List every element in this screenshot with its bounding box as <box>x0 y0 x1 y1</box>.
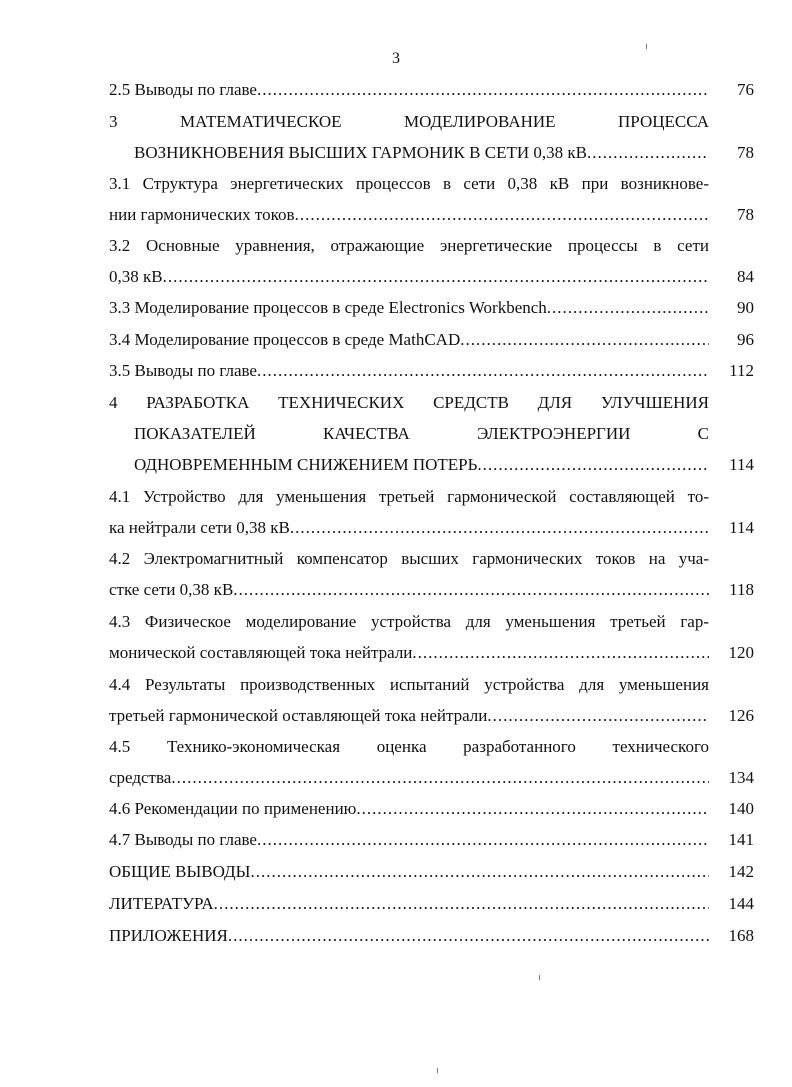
toc-entry-3-3 <box>109 298 709 318</box>
toc-entry-title: третьей гармонической оставляющей тока нейтрали <box>109 706 488 725</box>
toc-page-number: 142 <box>728 862 754 881</box>
toc-entry-title: ЛИТЕРАТУРА <box>109 894 214 913</box>
page-number: 3 <box>392 50 400 67</box>
toc-entry-4-4: 4.4 Результаты производственных испытаний устройства для уменьшения <box>109 675 709 694</box>
toc-entry-title: средства <box>109 768 172 787</box>
toc-page-number: 144 <box>728 894 754 913</box>
toc-page-number: 126 <box>728 706 754 725</box>
toc-page-number: 114 <box>729 455 754 474</box>
toc-entry-title: 3.5 Выводы по главе <box>109 361 257 380</box>
toc-page-number: 134 <box>728 768 754 787</box>
toc-entry-4-5: 4.5 Технико-экономическая оценка разработанного технического <box>109 737 709 756</box>
toc-page-number: 120 <box>728 643 754 662</box>
toc-entry-title: ОДНОВРЕМЕННЫМ СНИЖЕНИЕМ ПОТЕРЬ <box>134 455 478 474</box>
toc-entry-conclusions <box>109 862 709 882</box>
toc-page-number: 76 <box>737 80 754 99</box>
toc-entry-title: монической составляющей тока нейтрали <box>109 643 413 662</box>
toc-entry-title: 4.7 Выводы по главе <box>109 830 257 849</box>
toc-entry-4-1: 4.1 Устройство для уменьшения третьей гармонической составляющей то- <box>109 487 709 506</box>
toc-entry-4-6 <box>109 799 709 819</box>
toc-entry-title: 2.5 Выводы по главе <box>109 80 257 99</box>
toc-page-number: 78 <box>737 205 754 224</box>
toc-entry-4-3-cont <box>109 643 709 663</box>
toc-entry-4-heading-cont: ПОКАЗАТЕЛЕЙ КАЧЕСТВА ЭЛЕКТРОЭНЕРГИИ С <box>134 424 709 443</box>
toc-page-number: 140 <box>728 799 754 818</box>
toc-page-number: 90 <box>737 298 754 317</box>
toc-page-number: 168 <box>728 926 754 945</box>
scan-speck <box>437 1068 438 1073</box>
toc-entry-3-5 <box>109 361 709 381</box>
toc-entry-4-7 <box>109 830 709 850</box>
toc-page-number: 141 <box>728 830 754 849</box>
toc-entry-3-2-cont <box>109 267 709 287</box>
toc-entry-4-heading-end <box>134 455 709 475</box>
toc-entry-title: стке сети 0,38 кВ <box>109 580 234 599</box>
toc-entry-title: 3.3 Моделирование процессов в среде Electronics Workbench <box>109 298 547 317</box>
scan-speck <box>539 975 540 980</box>
toc-entry-title: нии гармонических токов <box>109 205 295 224</box>
toc-entry-4-4-cont <box>109 706 709 726</box>
toc-entry-3-heading: 3 МАТЕМАТИЧЕСКОЕ МОДЕЛИРОВАНИЕ ПРОЦЕССА <box>109 112 709 131</box>
toc-entry-title: 4.6 Рекомендации по применению <box>109 799 357 818</box>
toc-entry-4-2-cont <box>109 580 709 600</box>
toc-entry-title: ВОЗНИКНОВЕНИЯ ВЫСШИХ ГАРМОНИК В СЕТИ 0,38 кВ <box>134 143 587 162</box>
toc-entry-3-1: 3.1 Структура энергетических процессов в сети 0,38 кВ при возникнове- <box>109 174 709 193</box>
scan-speck <box>646 44 647 49</box>
toc-entry-3-heading-cont <box>134 143 709 163</box>
toc-entry-title: ПРИЛОЖЕНИЯ <box>109 926 228 945</box>
toc-page-number: 84 <box>737 267 754 286</box>
toc-entry-4-2: 4.2 Электромагнитный компенсатор высших гармонических токов на уча- <box>109 549 709 568</box>
toc-entry-3-1-cont <box>109 205 709 225</box>
toc-page-number: 96 <box>737 330 754 349</box>
toc-entry-4-1-cont <box>109 518 709 538</box>
toc-entry-literature <box>109 894 709 914</box>
toc-page-number: 78 <box>737 143 754 162</box>
toc-entry-title: ОБЩИЕ ВЫВОДЫ <box>109 862 251 881</box>
toc-page-number: 112 <box>729 361 754 380</box>
toc-entry-2-5 <box>109 80 709 100</box>
toc-entry-4-heading: 4 РАЗРАБОТКА ТЕХНИЧЕСКИХ СРЕДСТВ ДЛЯ УЛУЧШЕНИЯ <box>109 393 709 412</box>
toc-entry-title: ка нейтрали сети 0,38 кВ <box>109 518 290 537</box>
toc-entry-4-3: 4.3 Физическое моделирование устройства для уменьшения третьей гар- <box>109 612 709 631</box>
toc-entry-3-2: 3.2 Основные уравнения, отражающие энергетические процессы в сети <box>109 236 709 255</box>
toc-page-number: 118 <box>729 580 754 599</box>
toc-entry-appendices <box>109 926 709 946</box>
toc-entry-4-5-cont <box>109 768 709 788</box>
toc-page-number: 114 <box>729 518 754 537</box>
toc-entry-3-4 <box>109 330 709 350</box>
toc-entry-title: 3.4 Моделирование процессов в среде MathCAD <box>109 330 461 349</box>
toc-entry-title: 0,38 кВ <box>109 267 163 286</box>
